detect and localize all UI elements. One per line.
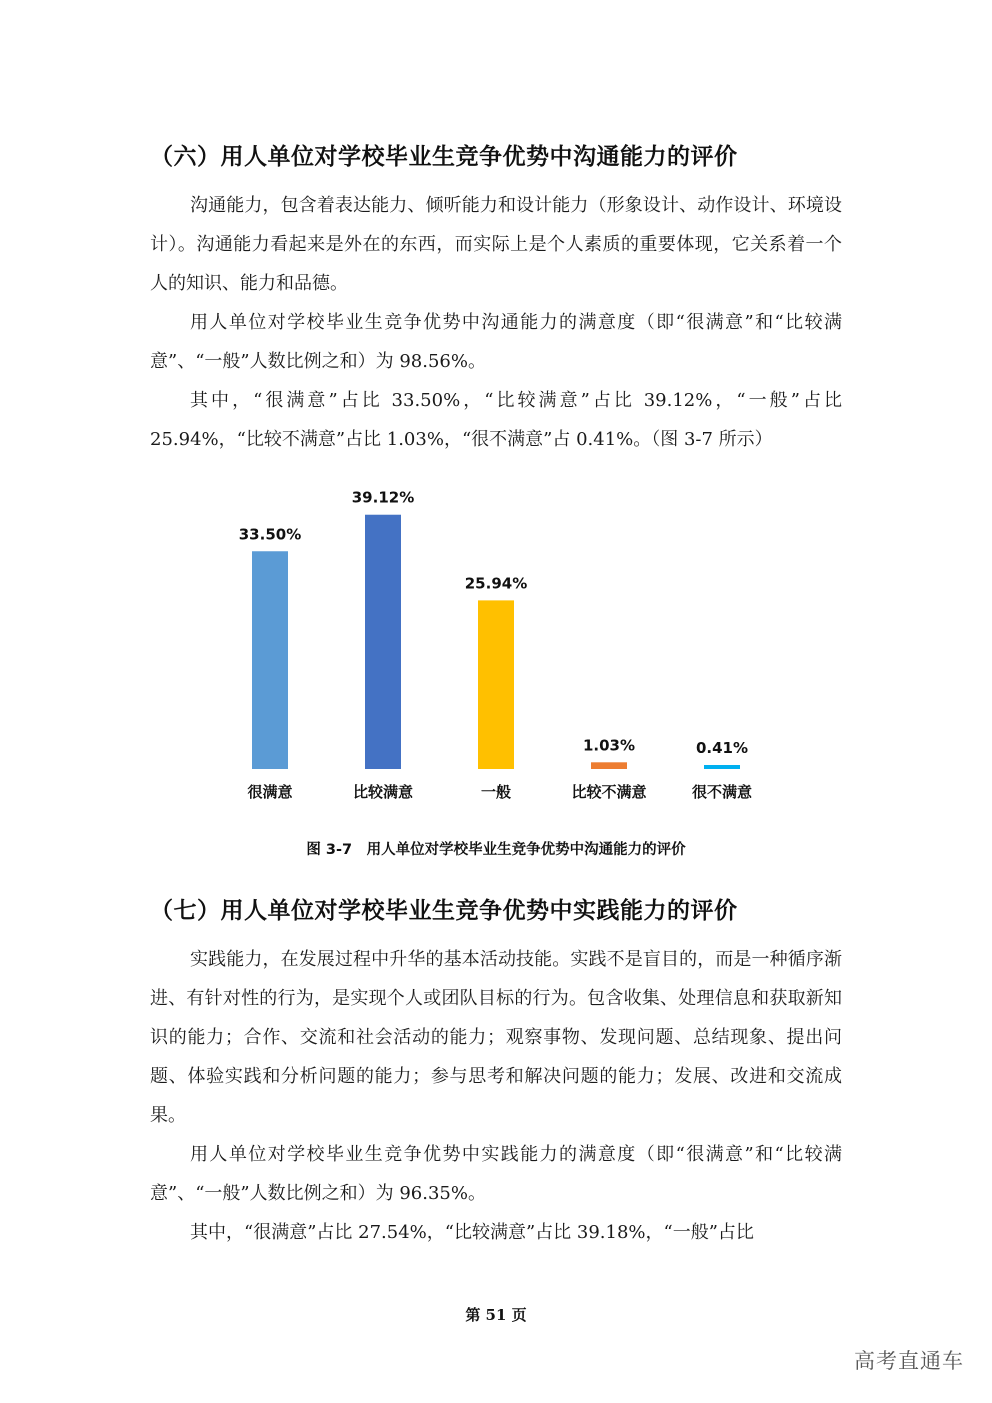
section7-heading: （七）用人单位对学校毕业生竞争优势中实践能力的评价 [150,898,738,924]
section7-paragraph-3: 其中，“很满意”占比 27.54%，“比较满意”占比 39.18%，“一般”占比 [190,1222,754,1243]
category-label-4: 很不满意 [691,783,753,801]
bar-1 [365,515,401,769]
data-label-0: 33.50% [238,525,302,544]
bar-3 [591,762,627,769]
watermark: 高考直通车 [854,1349,964,1373]
data-label-2: 25.94% [464,574,528,593]
bar-chart [225,470,785,815]
category-label-1: 比较满意 [352,783,414,801]
data-label-4: 0.41% [695,739,749,757]
figure-caption: 图 3-7 用人单位对学校毕业生竞争优势中沟通能力的评价 [306,842,686,858]
bar-4 [704,765,740,769]
section7-paragraph-2: 用人单位对学校毕业生竞争优势中实践能力的满意度（即“很满意”和“比较满意”、“一般”人数比例之和）为 96.35%。 [150,1144,842,1204]
section6-paragraph-2: 用人单位对学校毕业生竞争优势中沟通能力的满意度（即“很满意”和“比较满意”、“一般”人数比例之和）为 98.56%。 [150,312,842,372]
bar-0 [252,551,288,769]
section6-paragraph-1: 沟通能力，包含着表达能力、倾听能力和设计能力（形象设计、动作设计、环境设计）。沟通能力看起来是外在的东西，而实际上是个人素质的重要体现，它关系着一个人的知识、能力和品德。 [150,195,842,294]
section6-paragraph-3: 其中，“很满意”占比 33.50%，“比较满意”占比 39.12%，“一般”占比 25.94%，“比较不满意”占比 1.03%，“很不满意”占 0.41%。（图 3-7 所示） [150,390,842,450]
category-label-3: 比较不满意 [571,783,647,801]
category-label-2: 一般 [480,783,512,801]
data-label-1: 39.12% [351,488,415,507]
bar-2 [478,600,514,769]
section6-heading: （六）用人单位对学校毕业生竞争优势中沟通能力的评价 [150,144,738,170]
data-label-3: 1.03% [582,736,636,755]
category-label-0: 很满意 [247,783,293,801]
page-number: 第 51 页 [465,1306,527,1324]
section7-paragraph-1: 实践能力，在发展过程中升华的基本活动技能。实践不是盲目的，而是一种循序渐进、有针对性的行为，是实现个人或团队目标的行为。包含收集、处理信息和获取新知识的能力；合作、交流和社会活动的能力；观察事物、发现问题、总结现象、提出问题、体验实践和分析问题的能力；参与思考和解决问题的能力；发展、改进和交流成果。 [150,949,842,1126]
